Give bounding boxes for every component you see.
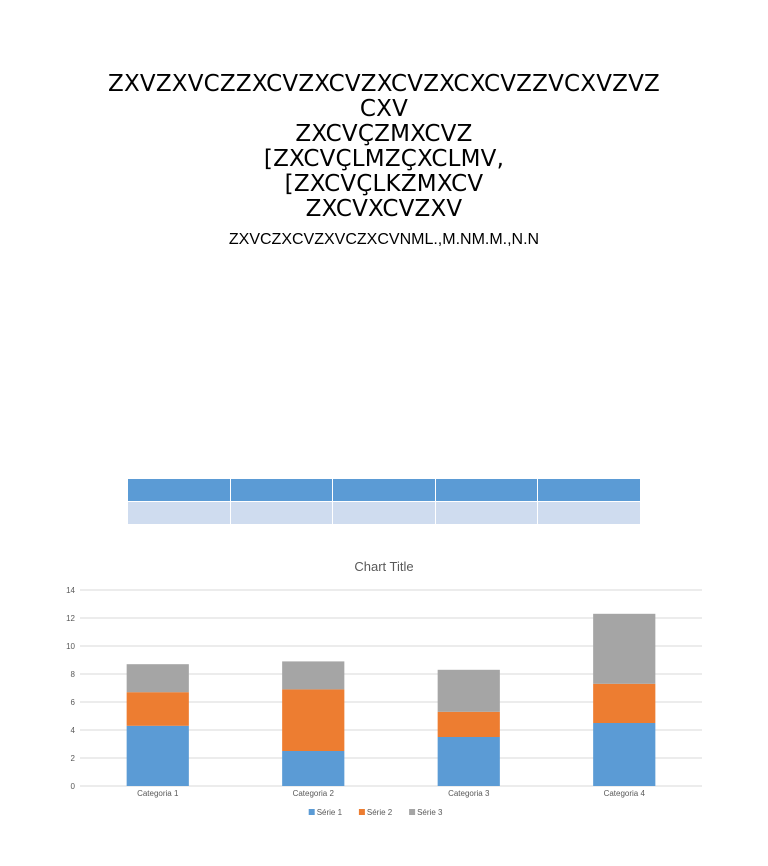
y-tick-label: 8 — [70, 670, 75, 679]
legend-label: Série 2 — [366, 808, 393, 817]
table-header-cell — [538, 479, 640, 502]
x-tick-label: Categoria 4 — [603, 789, 645, 798]
title-line: ZXCVÇZMXCVZ — [295, 121, 473, 147]
table-header-cell — [435, 479, 537, 502]
y-tick-label: 12 — [66, 614, 75, 623]
title-line: [ZXCVÇLMZÇXCLMV, — [263, 146, 505, 172]
y-tick-label: 14 — [66, 586, 75, 595]
title-line: CXV — [359, 96, 409, 122]
bar-segment — [438, 670, 500, 712]
table-cell — [435, 502, 537, 525]
y-tick-label: 4 — [70, 726, 75, 735]
y-tick-label: 0 — [70, 782, 75, 791]
data-table — [128, 479, 640, 525]
legend-swatch — [409, 809, 415, 815]
bar-segment — [438, 712, 500, 737]
bar-segment — [593, 723, 655, 786]
title-line: [ZXCVÇLKZMXCV — [284, 171, 484, 197]
bar-segment — [127, 726, 189, 786]
title-line: ZXVZXVCZZXCVZXCVZXCVZXCXCVZZVCXVZVZ — [107, 71, 661, 97]
chart-title: Chart Title — [354, 559, 414, 574]
chart-canvas — [0, 548, 768, 838]
x-tick-label: Categoria 3 — [448, 789, 490, 798]
legend-swatch — [309, 809, 315, 815]
document-subtitle: ZXVCZXCVZXVCZXCVNML.,M.NM.M.,N.N — [228, 231, 540, 248]
bar-segment — [438, 737, 500, 786]
table-header-row — [128, 479, 640, 502]
legend-label: Série 1 — [316, 808, 343, 817]
bar-segment — [282, 689, 344, 751]
table-cell — [538, 502, 640, 525]
y-tick-label: 2 — [70, 754, 75, 763]
x-tick-label: Categoria 2 — [292, 789, 334, 798]
x-tick-label: Categoria 1 — [137, 789, 179, 798]
table-cell — [128, 502, 230, 525]
legend-swatch — [359, 809, 365, 815]
bar-segment — [127, 664, 189, 692]
y-tick-label: 10 — [66, 642, 75, 651]
table-header-cell — [333, 479, 435, 502]
table-cell — [230, 502, 332, 525]
table-cell — [333, 502, 435, 525]
title-line: ZXCVXCVZXV — [305, 196, 463, 222]
bar-segment — [593, 614, 655, 684]
table-header-cell — [128, 479, 230, 502]
bar-segment — [282, 661, 344, 689]
document-title — [84, 72, 684, 222]
table-header-cell — [230, 479, 332, 502]
bar-segment — [282, 751, 344, 786]
bar-segment — [593, 684, 655, 723]
stacked-bar-chart — [0, 548, 768, 838]
table-row — [128, 502, 640, 525]
y-tick-label: 6 — [70, 698, 75, 707]
bar-segment — [127, 692, 189, 726]
legend-label: Série 3 — [417, 808, 443, 817]
